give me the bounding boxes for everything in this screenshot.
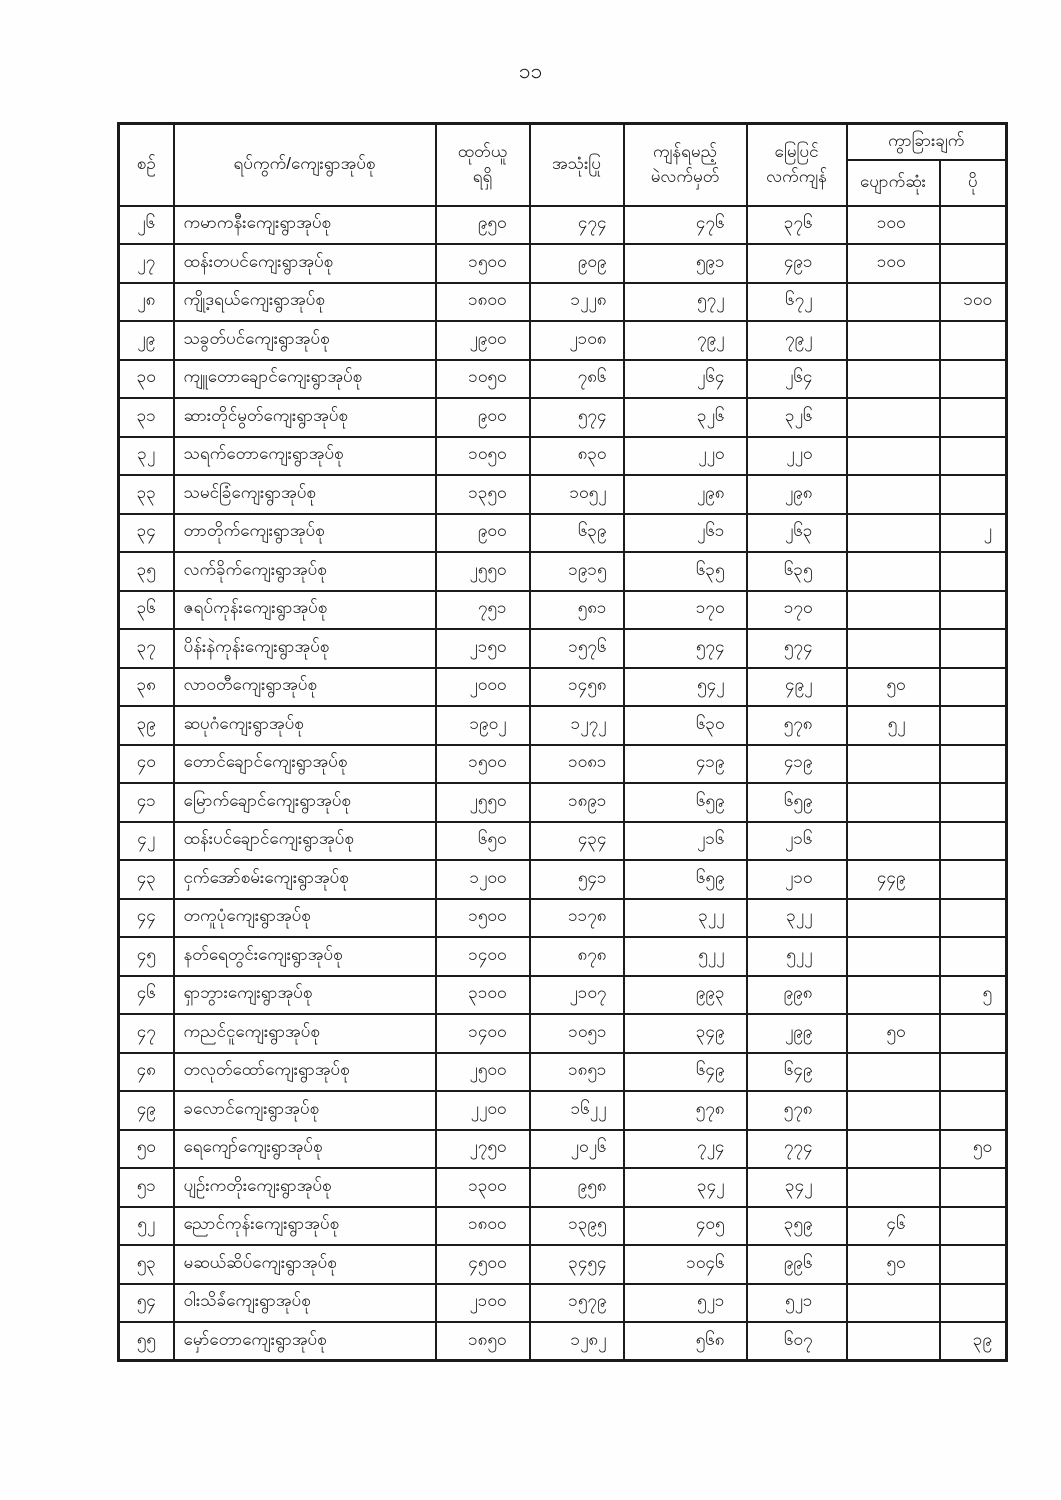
table-row [119, 552, 1007, 591]
cell-ground: ၅၇၄ [747, 629, 847, 668]
cell-name: ငှက်အော်စမ်းကျေးရွာအုပ်စု [174, 860, 436, 899]
header-expected-line2: မဲလက်မှတ် [650, 166, 720, 186]
cell-ground: ၆၀၇ [747, 1322, 847, 1361]
table-row [119, 1091, 1007, 1130]
cell-name: ဇရပ်ကုန်းကျေးရွာအုပ်စု [174, 591, 436, 630]
cell-ground: ၂၂၀ [747, 437, 847, 476]
cell-lost [847, 1284, 940, 1323]
cell-lost [847, 360, 940, 399]
table-body [119, 206, 1007, 1361]
cell-expected: ၄၁၉ [624, 745, 747, 784]
cell-name: သမင်ခြံကျေးရွာအုပ်စု [174, 475, 436, 514]
cell-received: ၁၃၅၀ [436, 475, 530, 514]
cell-lost [847, 937, 940, 976]
cell-used: ၁၂၂၈ [530, 283, 624, 322]
cell-name: ထန်းပင်ချောင်ကျေးရွာအုပ်စု [174, 822, 436, 861]
cell-used: ၂၁၀၇ [530, 976, 624, 1015]
cell-lost [847, 398, 940, 437]
header-received-line1: ထုတ်ယူ [457, 142, 508, 162]
header-surplus: ပို [940, 160, 1007, 206]
cell-used: ၁၃၉၅ [530, 1207, 624, 1246]
table-row [119, 514, 1007, 553]
cell-extra [940, 1053, 1007, 1092]
cell-ground: ၉၉၆ [747, 1245, 847, 1284]
cell-no: ၄၃ [119, 860, 174, 899]
table-row [119, 1014, 1007, 1053]
cell-extra: ၂ [940, 514, 1007, 553]
table-row [119, 475, 1007, 514]
table-row [119, 1053, 1007, 1092]
cell-received: ၁၃၀၀ [436, 1168, 530, 1207]
cell-name: ကညင်ငူကျေးရွာအုပ်စု [174, 1014, 436, 1053]
cell-used: ၁၂၇၂ [530, 706, 624, 745]
cell-extra [940, 1284, 1007, 1323]
cell-extra [940, 1207, 1007, 1246]
cell-no: ၄၅ [119, 937, 174, 976]
table-row [119, 899, 1007, 938]
cell-lost: ၅၀ [847, 668, 940, 707]
header-ground-balance [747, 124, 847, 206]
header-difference: ကွာခြားချက် [847, 124, 1007, 160]
cell-name: ခလောင်ကျေးရွာအုပ်စု [174, 1091, 436, 1130]
cell-ground: ၇၉၂ [747, 321, 847, 360]
table-row [119, 1322, 1007, 1361]
cell-expected: ၇၂၄ [624, 1130, 747, 1169]
cell-extra [940, 629, 1007, 668]
cell-received: ၉၅၀ [436, 206, 530, 245]
cell-used: ၁၀၅၁ [530, 1014, 624, 1053]
cell-no: ၂၈ [119, 283, 174, 322]
cell-used: ၁၅၇၆ [530, 629, 624, 668]
header-expected-line1: ကျန်ရမည့် [652, 142, 718, 162]
cell-no: ၃၀ [119, 360, 174, 399]
header-serial: စဉ် [119, 124, 174, 206]
cell-expected: ၇၉၂ [624, 321, 747, 360]
cell-expected: ၂၂၀ [624, 437, 747, 476]
cell-lost [847, 591, 940, 630]
cell-expected: ၆၅၉ [624, 783, 747, 822]
cell-ground: ၂၁၀ [747, 860, 847, 899]
cell-expected: ၅၉၁ [624, 244, 747, 283]
table-row [119, 822, 1007, 861]
cell-lost: ၄၆ [847, 1207, 940, 1246]
cell-lost [847, 745, 940, 784]
header-ground-line1: မြေပြင် [774, 142, 819, 162]
cell-extra [940, 437, 1007, 476]
cell-name: ညောင်ကုန်းကျေးရွာအုပ်စု [174, 1207, 436, 1246]
cell-lost [847, 899, 940, 938]
cell-received: ၁၉၀၂ [436, 706, 530, 745]
cell-no: ၄၈ [119, 1053, 174, 1092]
cell-no: ၂၇ [119, 244, 174, 283]
cell-name: ပိန်းနဲကုန်းကျေးရွာအုပ်စု [174, 629, 436, 668]
cell-extra [940, 206, 1007, 245]
cell-no: ၄၂ [119, 822, 174, 861]
cell-name: မြောက်ချောင်ကျေးရွာအုပ်စု [174, 783, 436, 822]
cell-ground: ၂၆၃ [747, 514, 847, 553]
cell-extra [940, 360, 1007, 399]
cell-expected: ၃၂၂ [624, 899, 747, 938]
cell-received: ၂၇၅၀ [436, 1130, 530, 1169]
table-row [119, 283, 1007, 322]
cell-extra [940, 668, 1007, 707]
cell-ground: ၃၅၉ [747, 1207, 847, 1246]
table-row [119, 629, 1007, 668]
cell-received: ၂၅၅၀ [436, 783, 530, 822]
cell-used: ၂၀၂၆ [530, 1130, 624, 1169]
cell-ground: ၂၆၄ [747, 360, 847, 399]
cell-expected: ၅၇၈ [624, 1091, 747, 1130]
cell-name: ကမာကနီးကျေးရွာအုပ်စု [174, 206, 436, 245]
cell-expected: ၅၇၂ [624, 283, 747, 322]
cell-expected: ၅၂၂ [624, 937, 747, 976]
table-row [119, 591, 1007, 630]
cell-used: ၁၀၈၁ [530, 745, 624, 784]
cell-extra [940, 1091, 1007, 1130]
cell-extra [940, 398, 1007, 437]
cell-lost: ၅၀ [847, 1014, 940, 1053]
cell-no: ၂၉ [119, 321, 174, 360]
cell-no: ၃၄ [119, 514, 174, 553]
cell-no: ၃၃ [119, 475, 174, 514]
cell-lost [847, 321, 940, 360]
cell-lost [847, 475, 940, 514]
cell-name: ကျူတောချောင်ကျေးရွာအုပ်စု [174, 360, 436, 399]
cell-received: ၂၂၀၀ [436, 1091, 530, 1130]
cell-no: ၅၁ [119, 1168, 174, 1207]
table-row [119, 321, 1007, 360]
cell-used: ၈၇၈ [530, 937, 624, 976]
cell-used: ၁၁၇၈ [530, 899, 624, 938]
cell-extra [940, 1014, 1007, 1053]
header-lost: ပျောက်ဆုံး [847, 160, 940, 206]
cell-no: ၄၄ [119, 899, 174, 938]
cell-name: ဆားတိုင်မွတ်ကျေးရွာအုပ်စု [174, 398, 436, 437]
cell-no: ၅၃ [119, 1245, 174, 1284]
cell-expected: ၃၄၉ [624, 1014, 747, 1053]
cell-name: ဆပုဂံကျေးရွာအုပ်စု [174, 706, 436, 745]
cell-extra: ၅ [940, 976, 1007, 1015]
cell-extra [940, 591, 1007, 630]
table-row [119, 937, 1007, 976]
table-row [119, 1168, 1007, 1207]
cell-extra [940, 745, 1007, 784]
cell-used: ၄၃၄ [530, 822, 624, 861]
cell-lost [847, 1168, 940, 1207]
cell-ground: ၁၇၀ [747, 591, 847, 630]
cell-no: ၄၉ [119, 1091, 174, 1130]
cell-lost [847, 1053, 940, 1092]
cell-used: ၉၅၈ [530, 1168, 624, 1207]
cell-lost [847, 283, 940, 322]
cell-used: ၉၀၉ [530, 244, 624, 283]
cell-expected: ၅၄၂ [624, 668, 747, 707]
cell-extra [940, 552, 1007, 591]
cell-extra [940, 1245, 1007, 1284]
cell-expected: ၃၄၂ [624, 1168, 747, 1207]
cell-no: ၃၁ [119, 398, 174, 437]
cell-received: ၁၅၀၀ [436, 899, 530, 938]
table-row [119, 745, 1007, 784]
cell-expected: ၆၅၉ [624, 860, 747, 899]
cell-no: ၃၅ [119, 552, 174, 591]
table-row [119, 783, 1007, 822]
cell-ground: ၃၄၂ [747, 1168, 847, 1207]
cell-expected: ၅၆၈ [624, 1322, 747, 1361]
cell-name: တာတိုက်ကျေးရွာအုပ်စု [174, 514, 436, 553]
cell-expected: ၁၀၄၆ [624, 1245, 747, 1284]
cell-extra [940, 822, 1007, 861]
cell-received: ၁၈၀၀ [436, 283, 530, 322]
cell-expected: ၆၄၉ [624, 1053, 747, 1092]
cell-lost [847, 783, 940, 822]
cell-received: ၁၀၅၀ [436, 360, 530, 399]
table-row [119, 1245, 1007, 1284]
cell-lost: ၅၂ [847, 706, 940, 745]
cell-expected: ၂၆၁ [624, 514, 747, 553]
cell-used: ၅၇၄ [530, 398, 624, 437]
cell-used: ၁၅၇၉ [530, 1284, 624, 1323]
cell-extra [940, 937, 1007, 976]
cell-ground: ၃၂၆ [747, 398, 847, 437]
cell-received: ၁၄၀၀ [436, 937, 530, 976]
cell-ground: ၆၇၂ [747, 283, 847, 322]
cell-ground: ၃၇၆ [747, 206, 847, 245]
cell-extra [940, 321, 1007, 360]
cell-ground: ၂၁၆ [747, 822, 847, 861]
cell-extra: ၅၀ [940, 1130, 1007, 1169]
cell-name: တကူပုံကျေးရွာအုပ်စု [174, 899, 436, 938]
cell-received: ၁၈၅၀ [436, 1322, 530, 1361]
cell-no: ၃၈ [119, 668, 174, 707]
cell-extra [940, 244, 1007, 283]
cell-extra [940, 706, 1007, 745]
cell-lost: ၅၀ [847, 1245, 940, 1284]
cell-received: ၂၁၅၀ [436, 629, 530, 668]
cell-lost [847, 1130, 940, 1169]
cell-ground: ၄၁၉ [747, 745, 847, 784]
cell-ground: ၄၉၂ [747, 668, 847, 707]
cell-ground: ၆၄၉ [747, 1053, 847, 1092]
cell-received: ၁၂၀၀ [436, 860, 530, 899]
table-row [119, 976, 1007, 1015]
cell-no: ၄၇ [119, 1014, 174, 1053]
table-row [119, 706, 1007, 745]
cell-used: ၁၆၂၂ [530, 1091, 624, 1130]
cell-used: ၄၇၄ [530, 206, 624, 245]
cell-used: ၁၉၁၅ [530, 552, 624, 591]
cell-lost: ၁၀၀ [847, 244, 940, 283]
cell-lost [847, 822, 940, 861]
table-row [119, 668, 1007, 707]
cell-lost [847, 629, 940, 668]
table-row [119, 860, 1007, 899]
cell-ground: ၅၇၈ [747, 1091, 847, 1130]
cell-no: ၃၇ [119, 629, 174, 668]
cell-name: လက်ခိုက်ကျေးရွာအုပ်စု [174, 552, 436, 591]
cell-extra: ၃၉ [940, 1322, 1007, 1361]
table-row [119, 206, 1007, 245]
cell-received: ၁၄၀၀ [436, 1014, 530, 1053]
cell-received: ၁၈၀၀ [436, 1207, 530, 1246]
cell-no: ၃၉ [119, 706, 174, 745]
cell-extra [940, 899, 1007, 938]
table-header [119, 124, 1007, 206]
cell-name: ကျို့ဒရယ်ကျေးရွာအုပ်စု [174, 283, 436, 322]
cell-received: ၁၅၀၀ [436, 745, 530, 784]
cell-used: ၁၈၉၁ [530, 783, 624, 822]
cell-no: ၅၂ [119, 1207, 174, 1246]
cell-no: ၄၁ [119, 783, 174, 822]
cell-extra [940, 1168, 1007, 1207]
cell-received: ၉၀၀ [436, 514, 530, 553]
cell-used: ၁၀၅၂ [530, 475, 624, 514]
cell-used: ၁၂၈၂ [530, 1322, 624, 1361]
cell-used: ၅၄၁ [530, 860, 624, 899]
cell-ground: ၅၇၈ [747, 706, 847, 745]
cell-name: တောင်ချောင်ကျေးရွာအုပ်စု [174, 745, 436, 784]
cell-no: ၃၆ [119, 591, 174, 630]
cell-name: သခွတ်ပင်ကျေးရွာအုပ်စု [174, 321, 436, 360]
cell-expected: ၉၉၃ [624, 976, 747, 1015]
page-number: ၁၁ [518, 60, 543, 83]
cell-received: ၂၀၀၀ [436, 668, 530, 707]
cell-expected: ၅၂၁ [624, 1284, 747, 1323]
cell-received: ၂၁၀၀ [436, 1284, 530, 1323]
cell-no: ၅၀ [119, 1130, 174, 1169]
cell-expected: ၂၁၆ [624, 822, 747, 861]
cell-used: ၅၈၁ [530, 591, 624, 630]
cell-used: ၆၃၉ [530, 514, 624, 553]
cell-no: ၄၆ [119, 976, 174, 1015]
cell-ground: ၅၂၂ [747, 937, 847, 976]
cell-received: ၂၅၅၀ [436, 552, 530, 591]
cell-no: ၄၀ [119, 745, 174, 784]
cell-name: ဝါးသိခ်ံကျေးရွာအုပ်စု [174, 1284, 436, 1323]
cell-name: မဆယ်ဆိပ်ကျေးရွာအုပ်စု [174, 1245, 436, 1284]
ballot-accounting-table [117, 122, 1008, 1362]
cell-ground: ၄၉၁ [747, 244, 847, 283]
cell-expected: ၄၇၆ [624, 206, 747, 245]
cell-expected: ၆၃၅ [624, 552, 747, 591]
cell-received: ၇၅၁ [436, 591, 530, 630]
cell-extra [940, 860, 1007, 899]
cell-name: မှော်တောကျေးရွာအုပ်စု [174, 1322, 436, 1361]
table-row [119, 1207, 1007, 1246]
header-used: အသုံးပြု [530, 124, 624, 206]
cell-ground: ၅၂၁ [747, 1284, 847, 1323]
table-row [119, 360, 1007, 399]
cell-ground: ၂၉၉ [747, 1014, 847, 1053]
cell-lost [847, 976, 940, 1015]
cell-no: ၂၆ [119, 206, 174, 245]
cell-used: ၇၈၆ [530, 360, 624, 399]
cell-lost [847, 1091, 940, 1130]
cell-name: ရေကျော်ကျေးရွာအုပ်စု [174, 1130, 436, 1169]
cell-expected: ၂၆၄ [624, 360, 747, 399]
cell-name: ရှာဘွားကျေးရွာအုပ်စု [174, 976, 436, 1015]
cell-received: ၂၅၀၀ [436, 1053, 530, 1092]
cell-lost [847, 1322, 940, 1361]
cell-name: လာဝတီကျေးရွာအုပ်စု [174, 668, 436, 707]
cell-used: ၃၄၅၄ [530, 1245, 624, 1284]
header-expected-remaining [624, 124, 747, 206]
cell-expected: ၅၇၄ [624, 629, 747, 668]
cell-ground: ၆၅၉ [747, 783, 847, 822]
table-row [119, 1130, 1007, 1169]
header-ground-line2: လက်ကျန် [766, 166, 827, 186]
cell-name: ပျဉ်းကတိုးကျေးရွာအုပ်စု [174, 1168, 436, 1207]
cell-ground: ၉၉၈ [747, 976, 847, 1015]
cell-received: ၁၅၀၀ [436, 244, 530, 283]
cell-used: ၁၄၅၈ [530, 668, 624, 707]
cell-ground: ၂၉၈ [747, 475, 847, 514]
cell-expected: ၃၂၆ [624, 398, 747, 437]
cell-extra [940, 475, 1007, 514]
cell-received: ၂၉၀၀ [436, 321, 530, 360]
cell-used: ၂၁၀၈ [530, 321, 624, 360]
cell-expected: ၆၃၀ [624, 706, 747, 745]
cell-name: တလုတ်ထော်ကျေးရွာအုပ်စု [174, 1053, 436, 1092]
table-row [119, 1284, 1007, 1323]
header-received-line2: ရရှိ [472, 166, 493, 186]
table-row [119, 437, 1007, 476]
cell-received: ၃၁၀၀ [436, 976, 530, 1015]
header-received [436, 124, 530, 206]
cell-received: ၆၅၀ [436, 822, 530, 861]
cell-extra [940, 783, 1007, 822]
cell-used: ၁၈၅၁ [530, 1053, 624, 1092]
cell-lost: ၁၀၀ [847, 206, 940, 245]
cell-name: ထန်းတပင်ကျေးရွာအုပ်စု [174, 244, 436, 283]
cell-expected: ၁၇၀ [624, 591, 747, 630]
cell-received: ၁၀၅၀ [436, 437, 530, 476]
cell-lost [847, 552, 940, 591]
cell-received: ၉၀၀ [436, 398, 530, 437]
cell-received: ၄၅၀၀ [436, 1245, 530, 1284]
cell-extra: ၁၀၀ [940, 283, 1007, 322]
cell-name: နတ်ရေတွင်းကျေးရွာအုပ်စု [174, 937, 436, 976]
table-row [119, 244, 1007, 283]
cell-ground: ၃၂၂ [747, 899, 847, 938]
table-row [119, 398, 1007, 437]
cell-expected: ၄၀၅ [624, 1207, 747, 1246]
cell-lost: ၄၄၉ [847, 860, 940, 899]
cell-no: ၅၄ [119, 1284, 174, 1323]
cell-ground: ၆၃၅ [747, 552, 847, 591]
cell-name: သရက်တောကျေးရွာအုပ်စု [174, 437, 436, 476]
cell-no: ၅၅ [119, 1322, 174, 1361]
cell-ground: ၇၇၄ [747, 1130, 847, 1169]
cell-no: ၃၂ [119, 437, 174, 476]
header-ward-village-tract: ရပ်ကွက်/ကျေးရွာအုပ်စု [174, 124, 436, 206]
cell-lost [847, 514, 940, 553]
cell-lost [847, 437, 940, 476]
cell-used: ၈၃၀ [530, 437, 624, 476]
cell-expected: ၂၉၈ [624, 475, 747, 514]
